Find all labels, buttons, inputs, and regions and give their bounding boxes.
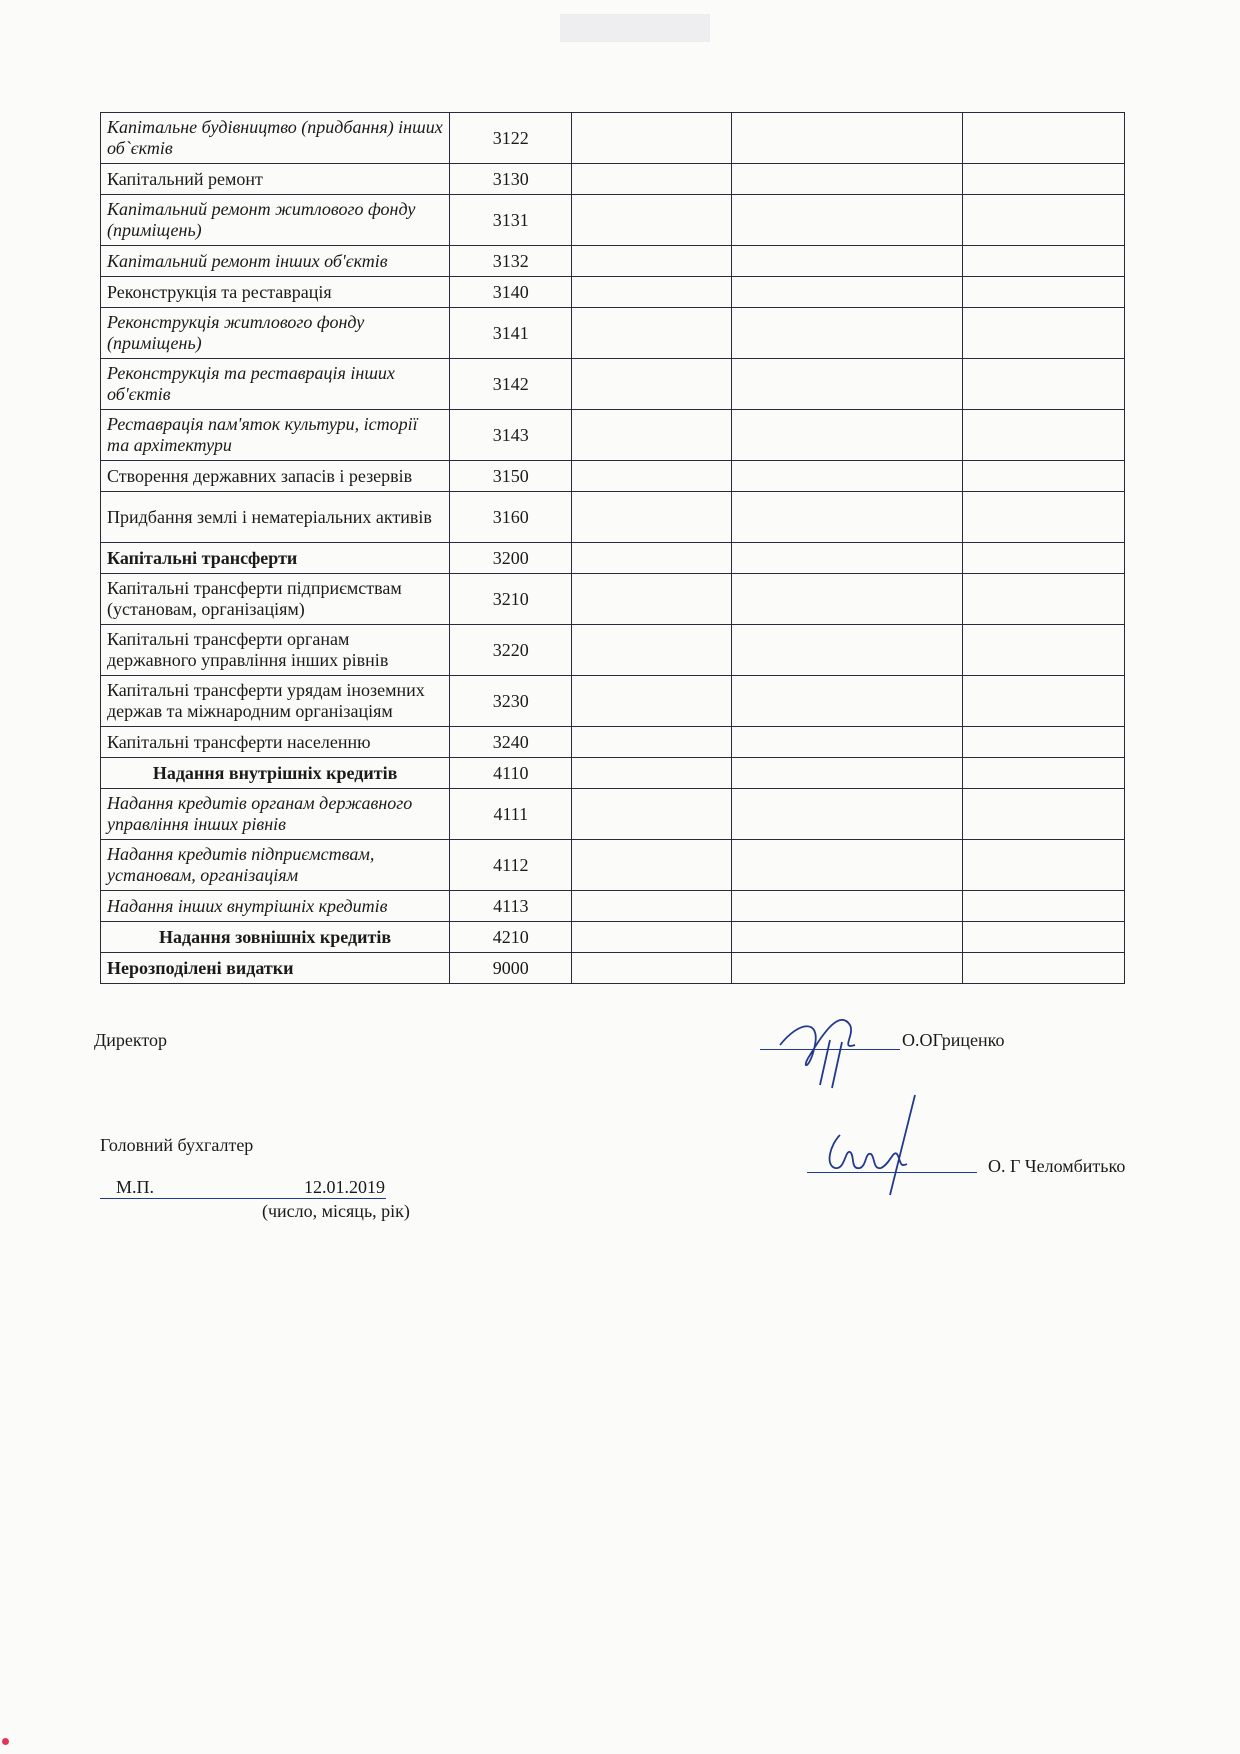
row-value-cell — [963, 246, 1125, 277]
row-value-cell — [732, 574, 963, 625]
row-value-cell — [732, 410, 963, 461]
row-name-cell: Реконструкція та реставрація інших об'єктів — [101, 359, 450, 410]
row-value-cell — [732, 922, 963, 953]
row-name-cell: Надання інших внутрішніх кредитів — [101, 891, 450, 922]
row-code-cell: 3122 — [450, 113, 572, 164]
bleed-through-mark — [560, 14, 710, 42]
table-row — [101, 359, 1125, 410]
row-name-cell: Капітальні трансферти населенню — [101, 727, 450, 758]
table-row — [101, 492, 1125, 543]
row-name-cell: Капітальні трансферти — [101, 543, 450, 574]
row-code-cell: 3141 — [450, 308, 572, 359]
row-value-cell — [572, 922, 732, 953]
row-code-cell: 4111 — [450, 789, 572, 840]
row-value-cell — [963, 840, 1125, 891]
table-row — [101, 277, 1125, 308]
row-value-cell — [572, 195, 732, 246]
row-code-cell: 3131 — [450, 195, 572, 246]
row-value-cell — [572, 461, 732, 492]
row-value-cell — [572, 359, 732, 410]
row-name-cell: Надання кредитів органам державного управління інших рівнів — [101, 789, 450, 840]
row-name-cell: Капітальні трансферти урядам іноземних держав та міжнародним організаціям — [101, 676, 450, 727]
row-value-cell — [963, 953, 1125, 984]
director-name: О.ОГриценко — [902, 1030, 1005, 1050]
row-value-cell — [963, 789, 1125, 840]
row-value-cell — [732, 758, 963, 789]
row-value-cell — [963, 195, 1125, 246]
row-code-cell: 9000 — [450, 953, 572, 984]
row-value-cell — [963, 574, 1125, 625]
date-value: 12.01.2019 — [304, 1177, 385, 1197]
expenditure-table — [100, 112, 1125, 984]
accountant-name: О. Г Челомбитько — [988, 1156, 1126, 1176]
row-value-cell — [572, 277, 732, 308]
row-value-cell — [963, 543, 1125, 574]
row-value-cell — [572, 164, 732, 195]
row-value-cell — [732, 625, 963, 676]
row-name-cell: Надання зовнішніх кредитів — [101, 922, 450, 953]
row-value-cell — [963, 676, 1125, 727]
row-name-cell: Надання кредитів підприємствам, установам, організаціям — [101, 840, 450, 891]
row-value-cell — [963, 308, 1125, 359]
row-value-cell — [572, 840, 732, 891]
row-value-cell — [732, 543, 963, 574]
row-value-cell — [732, 246, 963, 277]
director-label: Директор — [94, 1030, 168, 1050]
row-value-cell — [963, 164, 1125, 195]
table-row — [101, 164, 1125, 195]
row-value-cell — [732, 840, 963, 891]
row-code-cell: 3240 — [450, 727, 572, 758]
row-name-cell: Капітальні трансферти органам державного управління інших рівнів — [101, 625, 450, 676]
row-value-cell — [572, 543, 732, 574]
table-row — [101, 953, 1125, 984]
table-row — [101, 410, 1125, 461]
row-value-cell — [732, 789, 963, 840]
row-value-cell — [572, 758, 732, 789]
row-name-cell: Реконструкція та реставрація — [101, 277, 450, 308]
table-row — [101, 840, 1125, 891]
row-code-cell: 3142 — [450, 359, 572, 410]
table-row — [101, 676, 1125, 727]
row-name-cell: Реставрація пам'яток культури, історії та архітектури — [101, 410, 450, 461]
row-value-cell — [732, 461, 963, 492]
row-name-cell: Нерозподілені видатки — [101, 953, 450, 984]
row-code-cell: 4112 — [450, 840, 572, 891]
row-code-cell: 3132 — [450, 246, 572, 277]
row-value-cell — [572, 727, 732, 758]
table-row — [101, 113, 1125, 164]
row-code-cell: 3143 — [450, 410, 572, 461]
table-row — [101, 461, 1125, 492]
row-value-cell — [963, 758, 1125, 789]
row-code-cell: 3130 — [450, 164, 572, 195]
row-value-cell — [572, 953, 732, 984]
row-name-cell: Надання внутрішніх кредитів — [101, 758, 450, 789]
date-line — [100, 1198, 386, 1199]
table-row — [101, 308, 1125, 359]
row-value-cell — [732, 953, 963, 984]
row-code-cell: 4113 — [450, 891, 572, 922]
row-value-cell — [572, 492, 732, 543]
accountant-label: Головний бухгалтер — [100, 1135, 254, 1155]
stamp-label: М.П. — [116, 1177, 155, 1197]
row-value-cell — [572, 246, 732, 277]
row-name-cell: Капітальний ремонт — [101, 164, 450, 195]
table-row — [101, 574, 1125, 625]
row-value-cell — [572, 625, 732, 676]
row-value-cell — [572, 113, 732, 164]
row-name-cell: Капітальний ремонт інших об'єктів — [101, 246, 450, 277]
row-value-cell — [732, 113, 963, 164]
row-code-cell: 4110 — [450, 758, 572, 789]
row-value-cell — [963, 891, 1125, 922]
row-code-cell: 3220 — [450, 625, 572, 676]
row-value-cell — [963, 113, 1125, 164]
row-value-cell — [963, 277, 1125, 308]
table-row — [101, 789, 1125, 840]
table-row — [101, 727, 1125, 758]
table-row — [101, 543, 1125, 574]
row-value-cell — [572, 308, 732, 359]
row-name-cell: Капітальний ремонт житлового фонду (приміщень) — [101, 195, 450, 246]
row-value-cell — [963, 727, 1125, 758]
row-value-cell — [732, 676, 963, 727]
row-value-cell — [572, 410, 732, 461]
director-signature — [770, 1000, 890, 1090]
date-caption: (число, місяць, рік) — [262, 1201, 410, 1221]
row-code-cell: 3160 — [450, 492, 572, 543]
row-name-cell: Створення державних запасів і резервів — [101, 461, 450, 492]
accountant-signature — [815, 1090, 935, 1200]
row-name-cell: Капітальні трансферти підприємствам (установам, організаціям) — [101, 574, 450, 625]
row-name-cell: Придбання землі і нематеріальних активів — [101, 492, 450, 543]
row-value-cell — [963, 492, 1125, 543]
row-value-cell — [963, 410, 1125, 461]
stray-ink-mark — [2, 1738, 9, 1745]
row-value-cell — [732, 195, 963, 246]
row-value-cell — [963, 359, 1125, 410]
row-code-cell: 3140 — [450, 277, 572, 308]
row-value-cell — [732, 308, 963, 359]
row-value-cell — [732, 359, 963, 410]
row-value-cell — [732, 727, 963, 758]
row-value-cell — [963, 922, 1125, 953]
row-code-cell: 3210 — [450, 574, 572, 625]
table-row — [101, 891, 1125, 922]
row-name-cell: Капітальне будівництво (придбання) інших об`єктів — [101, 113, 450, 164]
row-value-cell — [572, 789, 732, 840]
row-value-cell — [572, 891, 732, 922]
table-row — [101, 625, 1125, 676]
row-value-cell — [572, 676, 732, 727]
table-row — [101, 922, 1125, 953]
row-value-cell — [732, 492, 963, 543]
table-row — [101, 195, 1125, 246]
row-value-cell — [732, 891, 963, 922]
row-code-cell: 3230 — [450, 676, 572, 727]
row-value-cell — [572, 574, 732, 625]
table-row — [101, 246, 1125, 277]
row-code-cell: 3150 — [450, 461, 572, 492]
row-code-cell: 4210 — [450, 922, 572, 953]
row-value-cell — [732, 277, 963, 308]
table-row — [101, 758, 1125, 789]
row-name-cell: Реконструкція житлового фонду (приміщень) — [101, 308, 450, 359]
row-code-cell: 3200 — [450, 543, 572, 574]
row-value-cell — [732, 164, 963, 195]
row-value-cell — [963, 625, 1125, 676]
row-value-cell — [963, 461, 1125, 492]
